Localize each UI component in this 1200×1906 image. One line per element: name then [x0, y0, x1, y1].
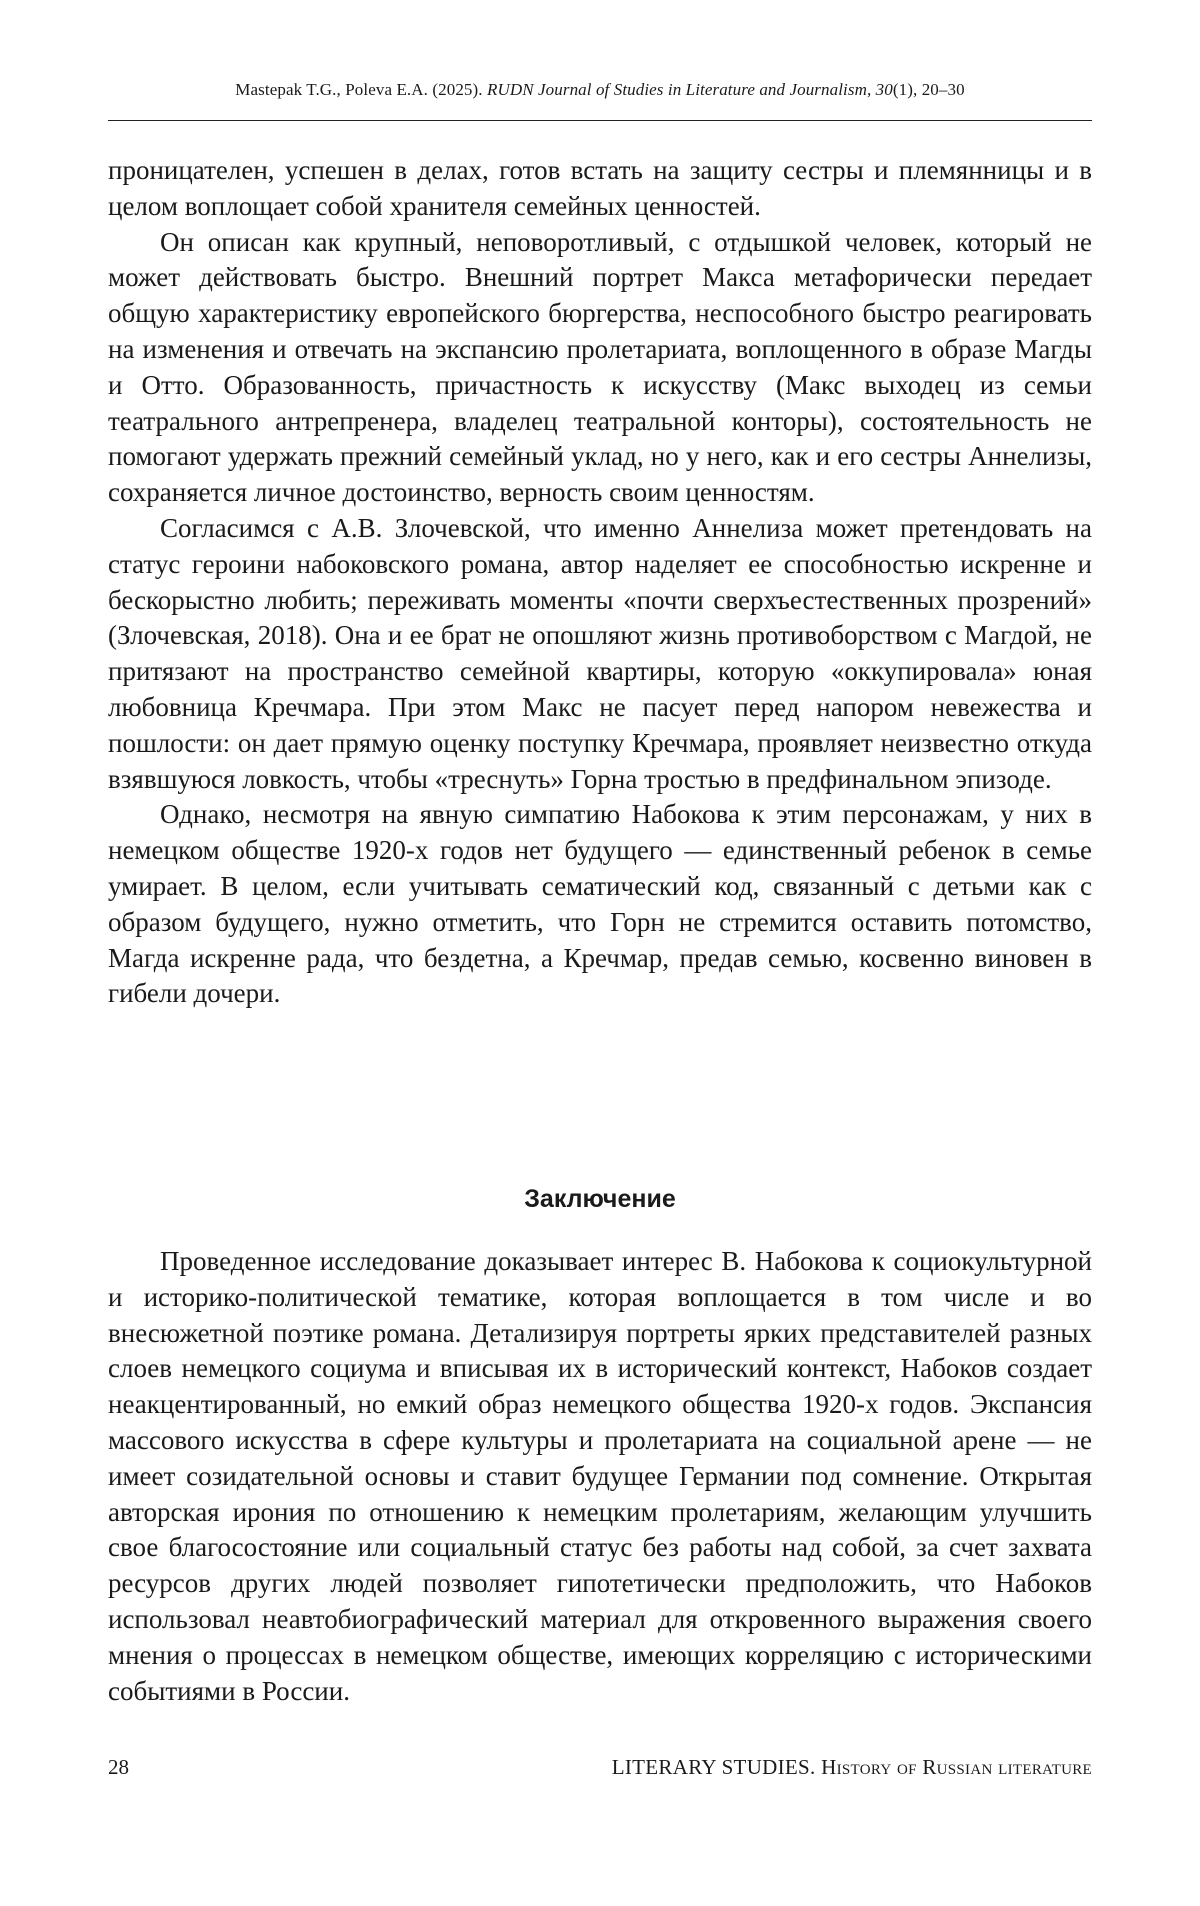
paragraph-continued: проницателен, успешен в делах, готов встать на защиту сестры и племянницы и в целом воплощает собой хранителя семейных ценностей. — [108, 153, 1092, 225]
paragraph-future: Однако, несмотря на явную симпатию Набокова к этим персонажам, у них в немецком обществе 1920-х годов нет будущего — единственный ребенок в семье умирает. В целом, если учитывать сематический код, связанный с детьми как с образом будущего, нужно отметить, что Горн не стремится оставить потомство, Магда искренне рада, что бездетна, а Кречмар, предав семью, косвенно виновен в гибели дочери. — [108, 797, 1092, 1012]
paragraph-annelise: Согласимся с А.В. Злочевской, что именно Аннелиза может претендовать на статус героини набоковского романа, автор наделяет ее способностью искренне и бескорыстно любить; переживать моменты «почти сверхъестественных прозрений» (Злочевская, 2018). Она и ее брат не опошляют жизнь противоборством с Магдой, не притязают на пространство семейной квартиры, которую «оккупировала» юная любовница Кречмара. При этом Макс не пасует перед напором невежества и пошлости: он дает прямую оценку поступку Кречмара, проявляет неизвестно откуда взявшуюся ловкость, чтобы «треснуть» Горна тростью в предфинальном эпизоде. — [108, 511, 1092, 797]
header-issue-pages: (1), 20–30 — [893, 80, 965, 99]
paragraph-conclusion: Проведенное исследование доказывает интерес В. Набокова к социокультурной и историко-политической тематике, которая воплощается в том числе и во внесюжетной поэтике романа. Детализируя портреты ярких представителей разных слоев немецкого социума и вписывая их в исторический контекст, Набоков создает неакцентированный, но емкий образ немецкого общества 1920-х годов. Экспансия массового искусства в сфере культуры и пролетариата на социальной арене — не имеет созидательной основы и ставит будущее Германии под сомнение. Открытая авторская ирония по отношению к немецким пролетариям, желающим улучшить свое благосостояние или социальный статус без работы над собой, за счет захвата ресурсов других людей позволяет гипотетически предположить, что Набоков использовал неавтобиографический материал для откровенного выражения своего мнения о процессах в немецком обществе, имеющих корреляцию с историческими событиями в России. — [108, 1244, 1092, 1709]
header-rule — [108, 120, 1092, 121]
running-header — [108, 80, 1092, 100]
article-body — [108, 153, 1092, 1012]
page-number: 28 — [108, 1755, 129, 1780]
section-heading: Заключение — [108, 1185, 1092, 1214]
header-journal: RUDN Journal of Studies in Literature and Journalism, 30 — [487, 80, 893, 99]
paragraph-max-portrait: Он описан как крупный, неповоротливый, с отдышкой человек, который не может действовать быстро. Внешний портрет Макса метафорически передает общую характеристику европейского бюргерства, неспособного быстро реагировать на изменения и отвечать на экспансию пролетариата, воплощенного в образе Магды и Отто. Образованность, причастность к искусству (Макс выходец из семьи театрального антрепренера, владелец театральной конторы), состоятельность не помогают удержать прежний семейный уклад, но у него, как и его сестры Аннелизы, сохраняется личное достоинство, верность своим ценностям. — [108, 225, 1092, 511]
running-footer: LITERARY STUDIES. History of Russian literature — [612, 1755, 1092, 1780]
conclusion-body — [108, 1244, 1092, 1709]
header-authors: Mastepak T.G., Poleva E.A. (2025). — [235, 80, 487, 99]
